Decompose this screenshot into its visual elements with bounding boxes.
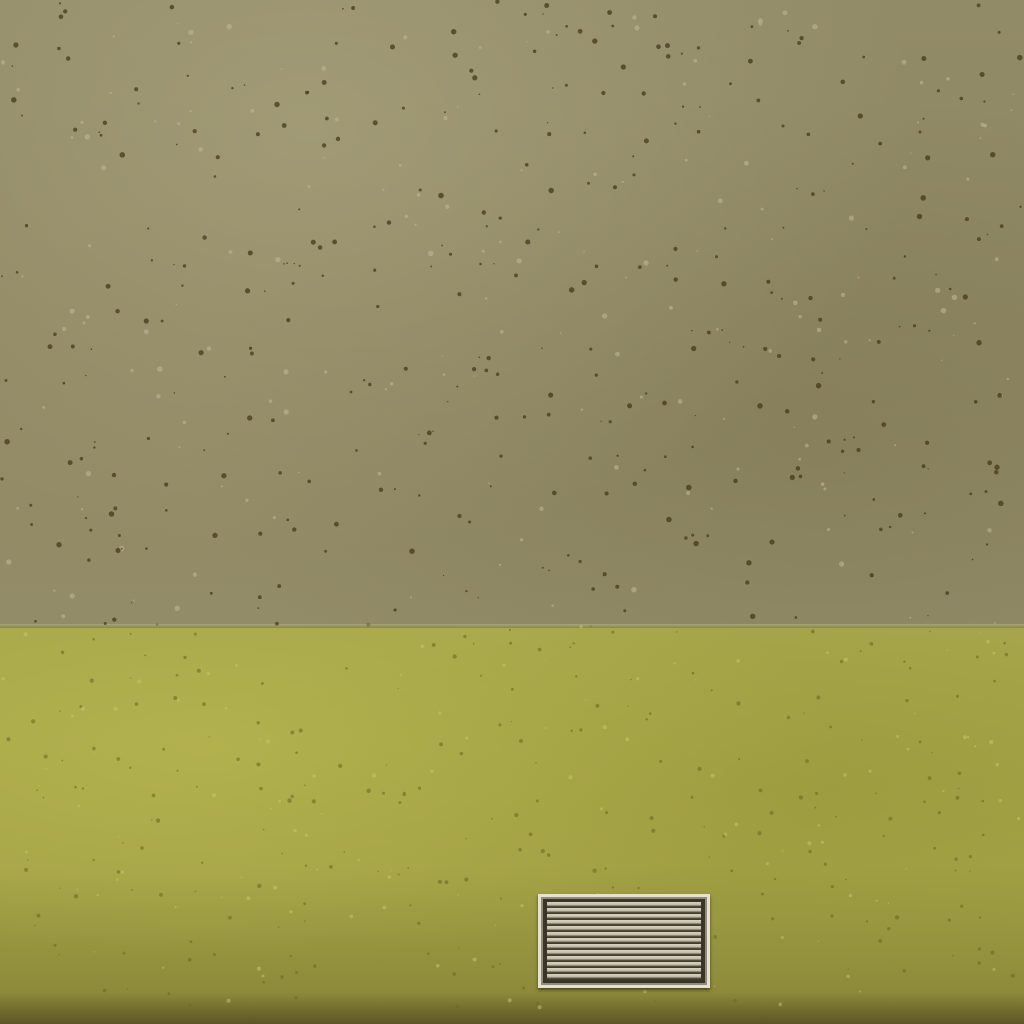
wall-vent-grille	[538, 894, 710, 988]
vent-slats	[547, 902, 701, 980]
